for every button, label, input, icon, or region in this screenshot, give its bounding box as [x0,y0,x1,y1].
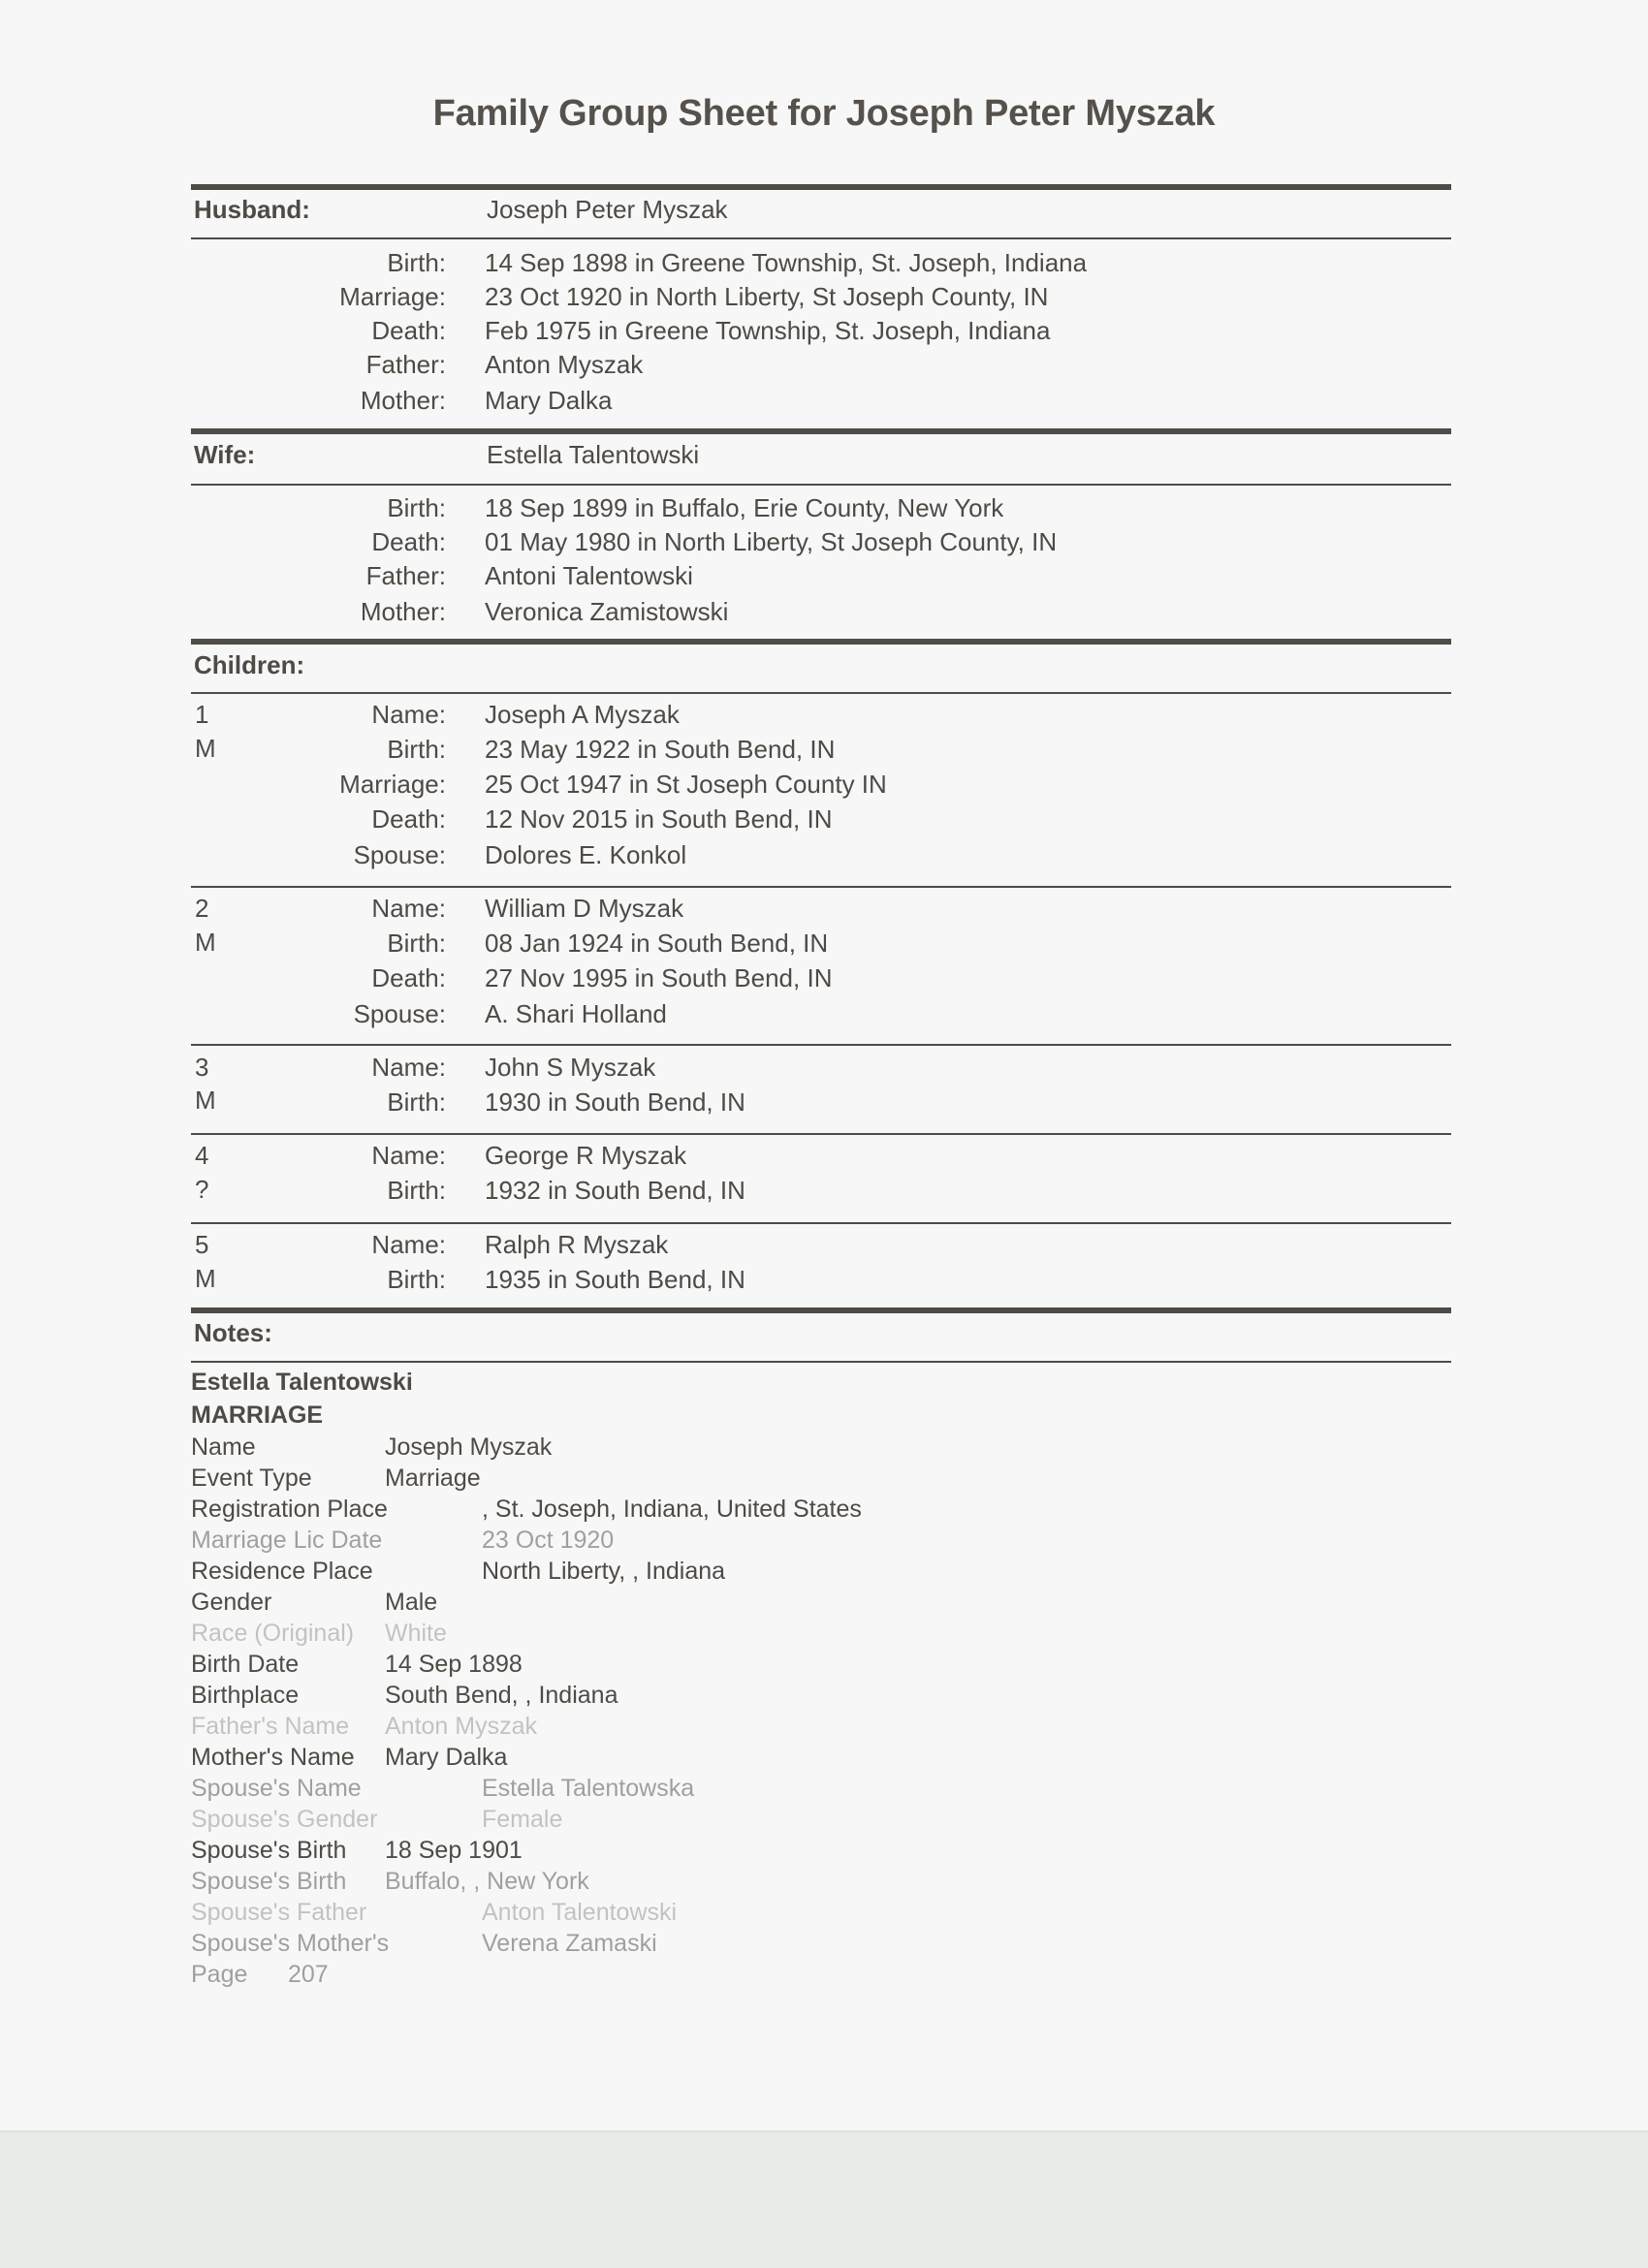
record-label: Father's Name [191,1713,350,1740]
section-rule [191,184,1451,190]
child-birth-label: Birth: [387,929,446,958]
record-label: Name [191,1433,256,1461]
wife-death-label: Death: [371,527,446,556]
record-label: Marriage Lic Date [191,1527,383,1554]
record-value: Marriage [385,1465,481,1492]
section-rule [191,1307,1451,1313]
child-spouse-label: Spouse: [353,999,446,1028]
record-label: Spouse's Birth [191,1868,347,1895]
wife-death-value: 01 May 1980 in North Liberty, St Joseph County, IN [485,527,1058,556]
child-birth-label: Birth: [387,1176,446,1205]
record-value: 14 Sep 1898 [385,1651,523,1678]
scanner-bed-strip [0,2130,1648,2268]
child-name-label: Name: [371,700,446,729]
child-birth-label: Birth: [387,1087,446,1117]
record-label: Gender [191,1589,272,1616]
notes-person: Estella Talentowski [191,1369,413,1396]
child-divider [191,1133,1451,1135]
child-sex: M [195,734,216,763]
wife-birth-value: 18 Sep 1899 in Buffalo, Erie County, New York [485,493,1004,522]
record-label: Mother's Name [191,1744,355,1771]
child-birth-value: 1930 in South Bend, IN [485,1087,745,1117]
child-name-label: Name: [371,894,446,923]
record-heading: MARRIAGE [191,1402,324,1429]
child-name-label: Name: [371,1053,446,1082]
record-label: Registration Place [191,1496,388,1523]
husband-mother-label: Mother: [360,386,446,415]
record-label: Race (Original) [191,1620,355,1647]
husband-marriage-label: Marriage: [339,282,446,311]
children-heading: Children: [194,650,305,679]
child-name-value: George R Myszak [485,1141,687,1170]
record-value: Female [482,1806,563,1833]
husband-mother-value: Mary Dalka [485,386,613,415]
divider-rule [191,484,1451,486]
record-value: White [385,1620,447,1647]
wife-mother-label: Mother: [360,597,446,626]
record-value: North Liberty, , Indiana [482,1558,726,1585]
record-label: Spouse's Father [191,1899,367,1926]
divider-rule [191,692,1451,694]
husband-marriage-value: 23 Oct 1920 in North Liberty, St Joseph County, IN [485,282,1049,311]
child-name-value: John S Myszak [485,1053,656,1082]
child-sex: ? [195,1175,209,1204]
child-divider [191,1044,1451,1046]
wife-father-value: Antoni Talentowski [485,561,693,590]
husband-birth-label: Birth: [387,248,446,277]
child-number: 2 [195,894,209,923]
husband-birth-value: 14 Sep 1898 in Greene Township, St. Joseph, Indiana [485,248,1088,277]
child-marriage-value: 25 Oct 1947 in St Joseph County IN [485,770,887,799]
child-birth-value: 1935 in South Bend, IN [485,1265,745,1294]
record-label: Event Type [191,1465,312,1492]
child-birth-value: 23 May 1922 in South Bend, IN [485,735,836,764]
child-death-value: 27 Nov 1995 in South Bend, IN [485,963,833,992]
child-name-label: Name: [371,1230,446,1259]
notes-heading: Notes: [194,1318,272,1347]
child-death-label: Death: [371,963,446,992]
child-number: 1 [195,700,209,729]
child-marriage-label: Marriage: [339,770,446,799]
husband-heading: Husband: [194,195,310,224]
record-label: Spouse's Birth [191,1837,347,1864]
child-number: 4 [195,1141,209,1170]
record-label: Residence Place [191,1558,373,1585]
record-label: Spouse's Name [191,1775,362,1802]
child-name-value: Ralph R Myszak [485,1230,669,1259]
husband-father-label: Father: [365,350,446,379]
record-value: 207 [288,1961,329,1988]
husband-father-value: Anton Myszak [485,350,644,379]
record-value: 18 Sep 1901 [385,1837,523,1864]
child-spouse-value: A. Shari Holland [485,999,667,1028]
record-value: Verena Zamaski [482,1930,657,1957]
child-birth-label: Birth: [387,1265,446,1294]
record-value: 23 Oct 1920 [482,1527,615,1554]
child-spouse-label: Spouse: [353,840,446,869]
child-divider [191,1222,1451,1224]
child-sex: M [195,1086,216,1115]
child-birth-value: 08 Jan 1924 in South Bend, IN [485,929,829,958]
record-value: Estella Talentowska [482,1775,695,1802]
child-spouse-value: Dolores E. Konkol [485,840,687,869]
husband-name: Joseph Peter Myszak [487,195,728,224]
record-value: , St. Joseph, Indiana, United States [482,1496,862,1523]
wife-mother-value: Veronica Zamistowski [485,597,729,626]
child-number: 5 [195,1230,209,1259]
record-label: Birth Date [191,1651,300,1678]
child-birth-value: 1932 in South Bend, IN [485,1176,745,1205]
record-label: Spouse's Gender [191,1806,378,1833]
wife-heading: Wife: [194,440,256,469]
section-rule [191,428,1451,434]
page-title: Family Group Sheet for Joseph Peter Myszak [432,93,1216,134]
record-label: Page [191,1961,248,1988]
record-value: Joseph Myszak [385,1433,553,1461]
child-death-label: Death: [371,804,446,834]
record-value: Buffalo, , New York [385,1868,589,1895]
child-name-label: Name: [371,1141,446,1170]
record-value: Anton Talentowski [482,1899,678,1926]
divider-rule [191,1361,1451,1363]
child-number: 3 [195,1053,209,1082]
record-value: South Bend, , Indiana [385,1682,618,1709]
record-value: Mary Dalka [385,1744,508,1771]
child-name-value: William D Myszak [485,894,684,923]
record-value: Anton Myszak [385,1713,538,1740]
child-name-value: Joseph A Myszak [485,700,680,729]
husband-death-label: Death: [371,316,446,345]
child-divider [191,886,1451,888]
record-label: Birthplace [191,1682,300,1709]
child-death-value: 12 Nov 2015 in South Bend, IN [485,804,833,834]
wife-name: Estella Talentowski [487,440,700,469]
record-value: Male [385,1589,438,1616]
husband-death-value: Feb 1975 in Greene Township, St. Joseph, Indiana [485,316,1051,345]
section-rule [191,639,1451,645]
divider-rule [191,237,1451,239]
record-label: Spouse's Mother's [191,1930,390,1957]
child-birth-label: Birth: [387,735,446,764]
wife-birth-label: Birth: [387,493,446,522]
wife-father-label: Father: [365,561,446,590]
child-sex: M [195,928,216,957]
child-sex: M [195,1264,216,1293]
